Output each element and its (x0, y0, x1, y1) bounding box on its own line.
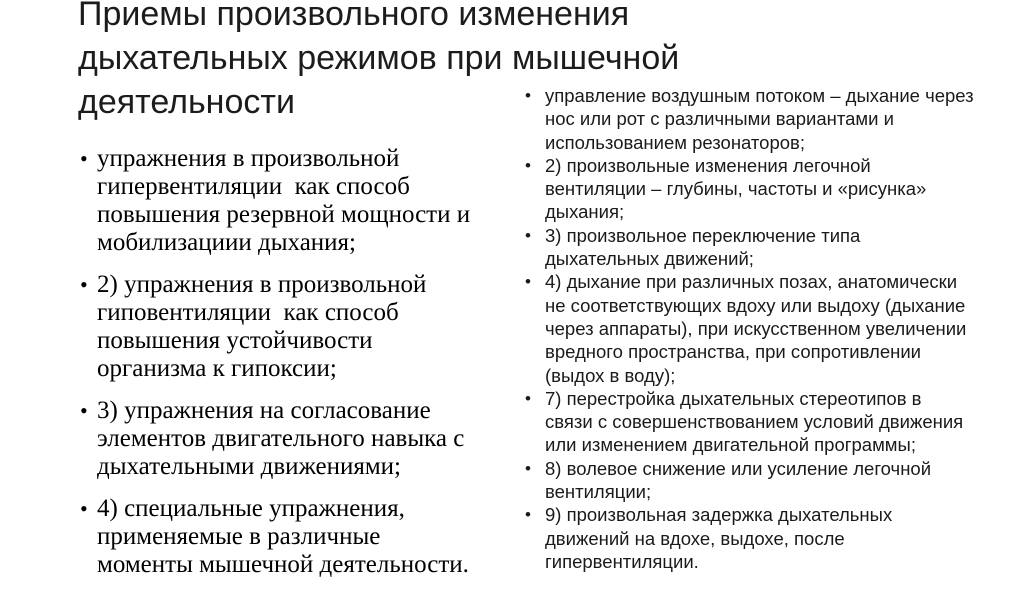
bullet-item: • 9) произвольная задержка дыхательных движений на вдохе, выдохе, после гипервентиляции. (525, 503, 974, 573)
bullet-item: • 3) произвольное переключение типа дыхательных движений; (525, 224, 974, 271)
bullet-item: • 2) упражнения в произвольной гиповентиляции как способ повышения устойчивости организма к гипоксии; (80, 271, 473, 383)
bullet-item: • 2) произвольные изменения легочной вентиляции – глубины, частоты и «рисунка» дыхания; (525, 154, 974, 224)
bullet-item: • 7) перестройка дыхательных стереотипов в связи с совершенствованием условий движения или изменением двигательной программы; (525, 387, 974, 457)
left-bullet-list (80, 145, 477, 593)
bullet-item: • 4) дыхание при различных позах, анатомически не соответствующих вдоху или выдоху (дыхание через аппараты), при искусственном увеличении вредного пространства, при сопротивлении (выдох в воду); (525, 270, 974, 386)
right-bullet-list (525, 84, 974, 573)
bullet-item: • 4) специальные упражнения, применяемые в различные моменты мышечной деятельности. (80, 495, 473, 579)
bullet-item: • упражнения в произвольной гипервентиляции как способ повышения резервной мощности и мобилизациии дыхания; (80, 145, 473, 257)
slide-title: Приемы произвольного изменения дыхательных режимов при мышечной деятельности (78, 0, 680, 121)
bullet-item: • 3) упражнения на согласование элементов двигательного навыка с дыхательными движениями; (80, 397, 473, 481)
bullet-item: • 8) волевое снижение или усиление легочной вентиляции; (525, 457, 974, 504)
bullet-item: • управление воздушным потоком – дыхание через нос или рот с различными вариантами и использованием резонаторов; (525, 84, 974, 154)
